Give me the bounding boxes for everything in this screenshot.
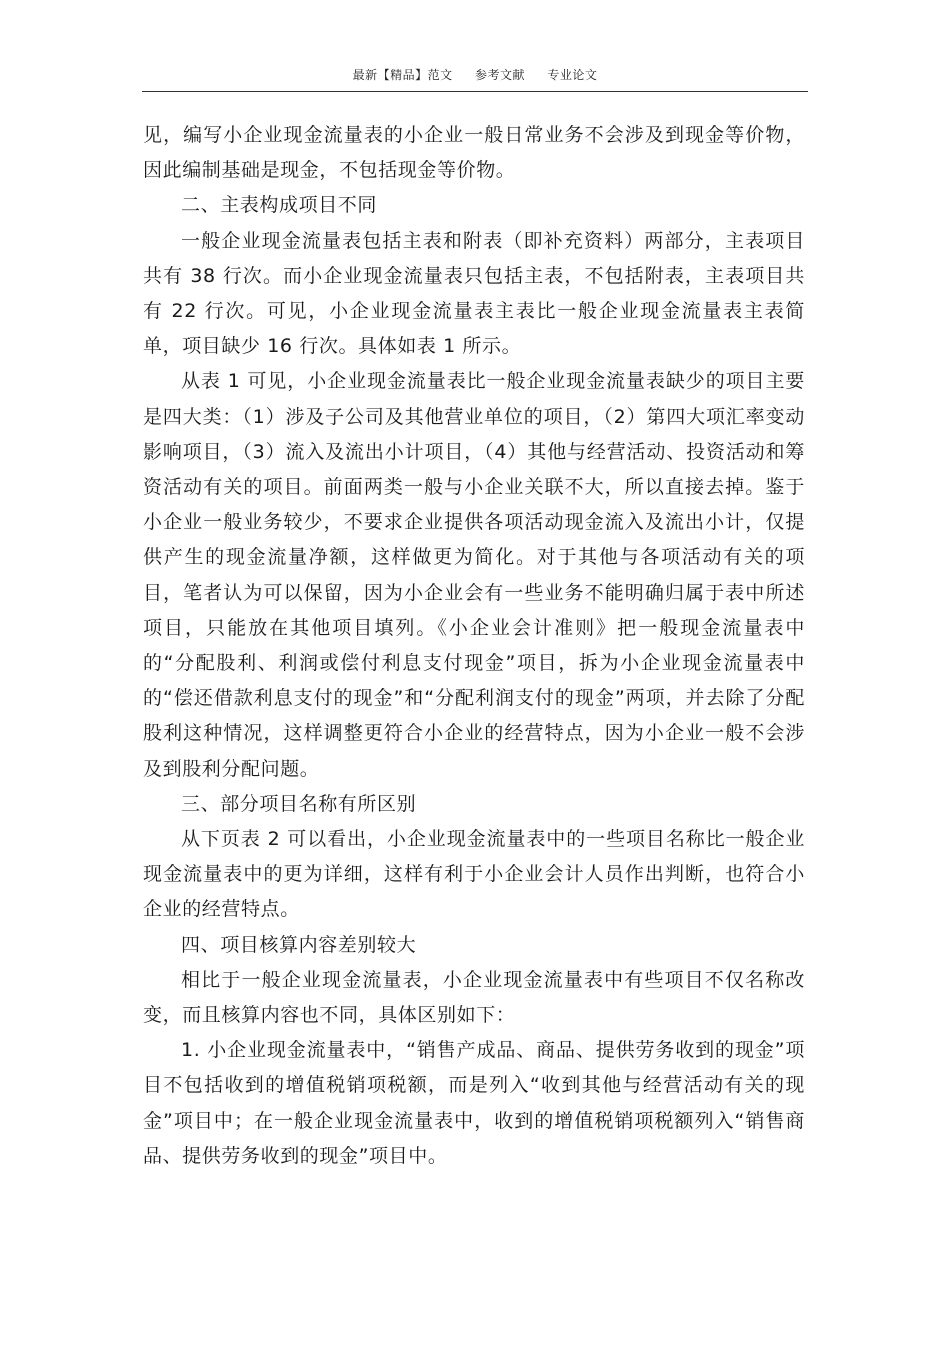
header-item-references: 参考文献 xyxy=(474,68,525,82)
paragraph: 相比于一般企业现金流量表，小企业现金流量表中有些项目不仅名称改变，而且核算内容也不同，具体区别如下： xyxy=(143,968,805,1027)
section-heading-2: 二、主表构成项目不同 xyxy=(181,194,378,217)
section-heading-4: 四、项目核算内容差别较大 xyxy=(181,933,417,956)
list-item-1: 1. 小企业现金流量表中，“销售产成品、商品、提供劳务收到的现金”项目不包括收到的增值税销项税额，而是列入“收到其他与经营活动有关的现金”项目中；在一般企业现金流量表中，收到的增值税销项税额列入“销售商品、提供劳务收到的现金”项目中。 xyxy=(143,1039,805,1167)
header-divider xyxy=(142,91,808,92)
paragraph: 一般企业现金流量表包括主表和附表（即补充资料）两部分，主表项目共有 38 行次。而小企业现金流量表只包括主表，不包括附表，主表项目共有 22 行次。可见，小企业现金流量表主表比一般企业现金流量表主表简单，项目缺少 16 行次。具体如表 1 所示。 xyxy=(143,229,805,358)
document-body xyxy=(143,118,805,1174)
header-item-fanwen: 最新【精品】范文 xyxy=(352,68,453,82)
paragraph-continuation: 见，编写小企业现金流量表的小企业一般日常业务不会涉及到现金等价物，因此编制基础是现金，不包括现金等价物。 xyxy=(143,124,805,182)
paragraph: 从下页表 2 可以看出，小企业现金流量表中的一些项目名称比一般企业现金流量表中的更为详细，这样有利于小企业会计人员作出判断，也符合小企业的经营特点。 xyxy=(143,828,805,921)
paragraph: 从表 1 可见，小企业现金流量表比一般企业现金流量表缺少的项目主要是四大类：（1）涉及子公司及其他营业单位的项目，（2）第四大项汇率变动影响项目，（3）流入及流出小计项目，（4）其他与经营活动、投资活动和筹资活动有关的项目。前面两类一般与小企业关联不大，所以直接去掉。鉴于小企业一般业务较少，不要求企业提供各项活动现金流入及流出小计，仅提供产生的现金流量净额，这样做更为简化。对于其他与各项活动有关的项目，笔者认为可以保留，因为小企业会有一些业务不能明确归属于表中所述项目，只能放在其他项目填列。《小企业会计准则》把一般现金流量表中的“分配股利、利润或偿付利息支付现金”项目，拆为小企业现金流量表中的“偿还借款利息支付的现金”和“分配利润支付的现金”两项，并去除了分配股利这种情况，这样调整更符合小企业的经营特点，因为小企业一般不会涉及到股利分配问题。 xyxy=(143,370,805,780)
section-heading-3: 三、部分项目名称有所区别 xyxy=(181,792,417,815)
page-header xyxy=(0,66,950,83)
header-item-papers: 专业论文 xyxy=(547,68,598,82)
